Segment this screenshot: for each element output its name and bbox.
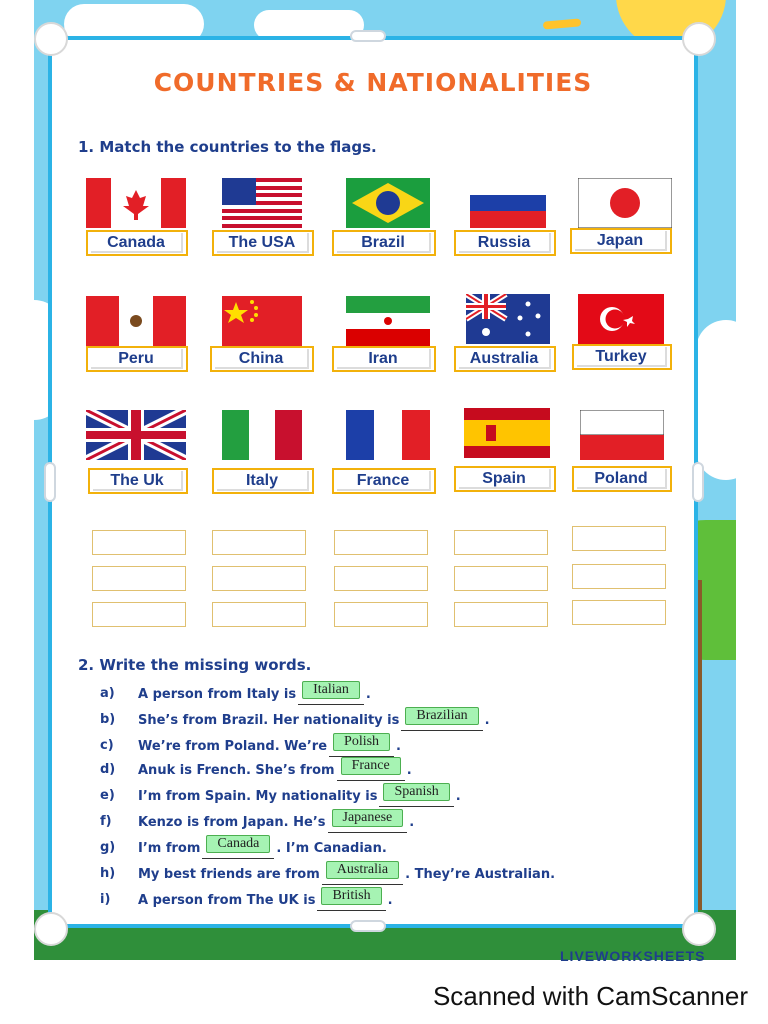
page-title: COUNTRIES & NATIONALITIES (153, 68, 593, 97)
paper-clip (350, 30, 386, 42)
flag-australia (466, 294, 550, 344)
paper-clip (350, 920, 386, 932)
country-box-spain[interactable]: Spain (454, 466, 556, 492)
empty-answer-box[interactable] (334, 530, 428, 555)
empty-answer-box[interactable] (334, 602, 428, 627)
empty-answer-box[interactable] (454, 602, 548, 627)
answer-field[interactable]: Canada (202, 840, 274, 859)
flag-canada (86, 178, 186, 228)
flag-china (222, 296, 302, 346)
paper-clip (692, 462, 704, 502)
cloud (696, 320, 736, 480)
empty-answer-box[interactable] (572, 600, 666, 625)
answer-field[interactable]: Spanish (379, 788, 453, 807)
country-box-usa[interactable]: The USA (212, 230, 314, 256)
country-box-brazil[interactable]: Brazil (332, 230, 436, 256)
flag-peru (86, 296, 186, 346)
flag-iran (346, 296, 430, 346)
flag-uk (86, 410, 186, 460)
empty-answer-box[interactable] (92, 566, 186, 591)
empty-answer-box[interactable] (572, 564, 666, 589)
country-box-china[interactable]: China (210, 346, 314, 372)
worksheet-paper: COUNTRIES & NATIONALITIES 1. Match the countries to the flags. Canada The USA Brazil Russia Japan Peru China Iran Australia Turkey The Uk Italy France Spain Poland 2. Write the missing words. a) A person from Italy is Italian . b) She’s from Brazil. Her nationality is Brazilian . c) We’re from Poland. We’re Polish . d) Anuk is French. She’s from France . e) I’m from Spain. My nationality is Spanish . f) Kenzo is from Japan. He’s Japanese . g) I’m from Canada . I’m Canadian. h) My best friends are from Australia . They’re Australian. i) A person from The UK is British . (48, 36, 698, 928)
country-box-turkey[interactable]: Turkey (572, 344, 672, 370)
brand-watermark: LIVEWORKSHEETS (560, 948, 706, 964)
country-box-iran[interactable]: Iran (332, 346, 436, 372)
corner-pin (682, 22, 716, 56)
country-box-italy[interactable]: Italy (212, 468, 314, 494)
empty-answer-box[interactable] (454, 566, 548, 591)
country-box-poland[interactable]: Poland (572, 466, 672, 492)
country-box-australia[interactable]: Australia (454, 346, 556, 372)
country-box-peru[interactable]: Peru (86, 346, 188, 372)
flag-usa (222, 178, 302, 228)
scanner-caption: Scanned with CamScanner (432, 981, 748, 1011)
corner-pin (34, 912, 68, 946)
flag-poland (580, 410, 664, 460)
flag-brazil (346, 178, 430, 228)
section-2-heading: 2. Write the missing words. (78, 656, 312, 674)
flag-spain (464, 408, 550, 458)
flag-turkey (578, 294, 664, 344)
flag-russia (470, 178, 546, 228)
empty-answer-box[interactable] (334, 566, 428, 591)
country-box-uk[interactable]: The Uk (88, 468, 188, 494)
flag-japan (578, 178, 672, 228)
country-box-japan[interactable]: Japan (570, 228, 672, 254)
empty-answer-box[interactable] (212, 530, 306, 555)
flag-france (346, 410, 430, 460)
answer-field[interactable]: France (337, 762, 405, 781)
country-box-russia[interactable]: Russia (454, 230, 556, 256)
country-box-canada[interactable]: Canada (86, 230, 188, 256)
empty-answer-box[interactable] (92, 530, 186, 555)
answer-field[interactable]: Australia (322, 866, 403, 885)
paper-clip (44, 462, 56, 502)
sun-ray (543, 18, 582, 29)
corner-pin (34, 22, 68, 56)
answer-field[interactable]: British (317, 892, 385, 911)
flag-italy (222, 410, 302, 460)
section-1-heading: 1. Match the countries to the flags. (78, 138, 377, 156)
empty-answer-box[interactable] (212, 602, 306, 627)
answer-field[interactable]: Polish (329, 738, 394, 757)
answer-field[interactable]: Brazilian (401, 712, 482, 731)
empty-answer-box[interactable] (454, 530, 548, 555)
answer-field[interactable]: Italian (298, 686, 364, 705)
empty-answer-box[interactable] (212, 566, 306, 591)
empty-answer-box[interactable] (92, 602, 186, 627)
answer-field[interactable]: Japanese (328, 814, 408, 833)
country-box-france[interactable]: France (332, 468, 436, 494)
corner-pin (682, 912, 716, 946)
empty-answer-box[interactable] (572, 526, 666, 551)
